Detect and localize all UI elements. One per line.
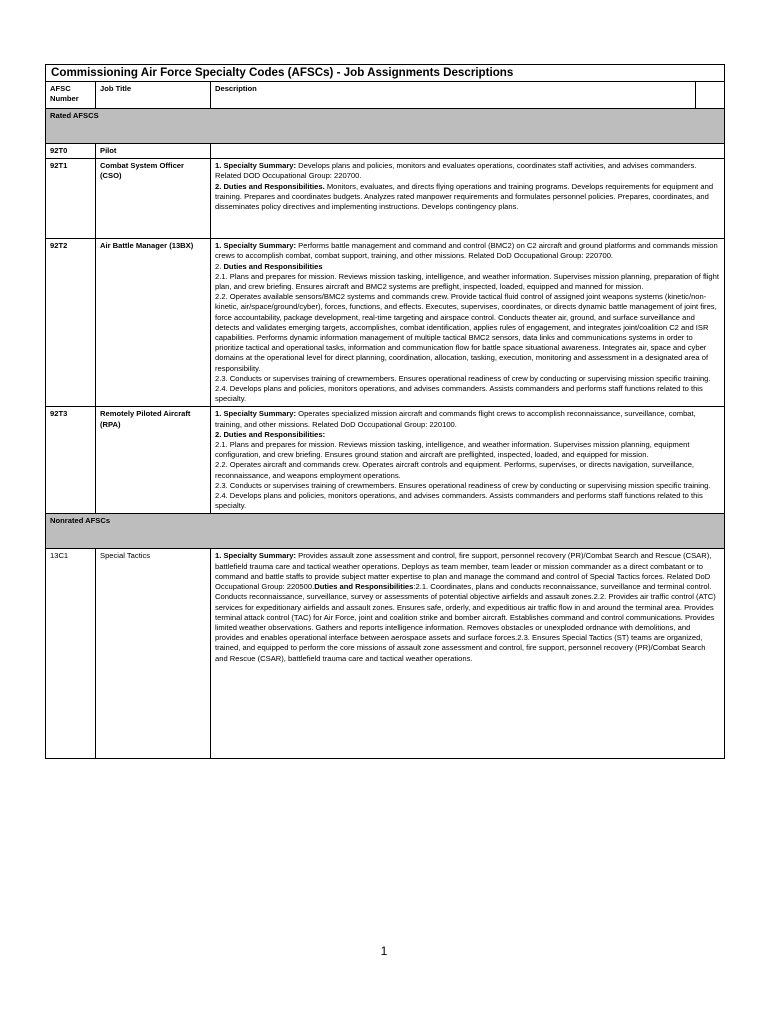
duties-label: 2. Duties and Responsibilities.: [215, 181, 325, 191]
table-row: [46, 549, 725, 759]
header-blank: [696, 82, 725, 109]
job-title: Pilot: [96, 144, 211, 159]
table-row: [46, 144, 725, 159]
duty-item: 2.4. Develops plans and policies, monitors operations, and advises commanders. Assists commanders and performs staff functions related to this specialty.: [215, 384, 703, 404]
duty-item: 2.4. Develops plans and policies, monitors operations, and advises commanders. Assists commanders and performs staff functions related to this specialty.: [215, 491, 703, 511]
table-row: [46, 239, 725, 407]
header-description: Description: [211, 82, 696, 109]
description: [211, 239, 725, 407]
duties-label: 2. Duties and Responsibilities:: [215, 429, 326, 439]
duties-label: Duties and Responsibilities: [314, 582, 414, 592]
document-table-container: [45, 64, 724, 759]
section-rated: Rated AFSCS: [46, 109, 725, 144]
description: [211, 549, 725, 759]
duty-item: 2.3. Conducts or supervises training of crewmembers. Ensures operational readiness of crew by conducting or supervising mission specific training.: [215, 373, 711, 383]
specialty-summary-label: 1. Specialty Summary:: [215, 551, 297, 561]
duties-text: Monitors, evaluates, and directs flying operations and training programs. Develops requirements for equipment and training. Prepares and coordinates budgets. Analyzes rated manpower requirements and formulates personnel policies. Prepares, coordinates, and disseminates policy directives and implementing instructions. Develops contingency plans.: [215, 181, 714, 212]
table-row: [46, 159, 725, 239]
specialty-summary-label: 1. Specialty Summary:: [215, 409, 297, 419]
specialty-summary-text: Develops plans and policies, monitors and evaluates operations, coordinates staff activities, and advises commanders. Related DOD Occupational Group: 220700.: [215, 161, 697, 181]
header-job-title: Job Title: [96, 82, 211, 109]
table-row: [46, 407, 725, 514]
section-row-nonrated: [46, 514, 725, 549]
duty-item: 2.2. Operates aircraft and commands crew. Operates aircraft controls and equipment. Performs, supervises, or directs navigation, surveillance, reconnaissance, and weapons employment operations.: [215, 460, 695, 480]
duties-text: :2.1. Coordinates, plans and conducts reconnaissance, surveillance and terminal control. Conducts reconnaissance, surveillance, survey or assessments of potential objective airfields and assault zones.2.2. Provides air traffic control (ATC) services for expeditionary airfields and assault zones. Ensures safe, orderly, and expeditious air traffic flow in and around the terminal area. Provides terminal attack control (TAC) for Air Force, joint and coalition strike and bomber aircraft. Establishes command and control communications. Provides limited weather observations. Gathers and reports intelligence information. Removes obstacles or unexploded ordnance with demolitions, and provides and enables operational interface between aerospace assets and surface forces.2.3. Ensures Special Tactics (ST) teams are organized, trained, and equipped to perform the core missions of assault zone assessment and control, fire support, personnel recovery (PR)/Combat Search and Rescue (CSAR), battlefield trauma care and tactical weather operations.: [215, 582, 716, 663]
afsc-code: 92T3: [46, 407, 96, 514]
header-row: [46, 82, 725, 109]
page-number: 1: [380, 944, 388, 958]
afsc-code: 13C1: [46, 549, 96, 759]
section-nonrated: Nonrated AFSCs: [46, 514, 725, 549]
job-title: Remotely Piloted Aircraft (RPA): [96, 407, 211, 514]
specialty-summary-text: Performs battle management and command and control (BMC2) on C2 aircraft and ground platforms and commands mission crews to accomplish combat, combat support, training, and other missions. Related DoD Occupational Group: 220700.: [215, 241, 718, 261]
header-afsc: AFSC Number: [46, 82, 96, 109]
description: [211, 407, 725, 514]
section-row-rated: [46, 109, 725, 144]
afsc-table: [45, 64, 725, 759]
duty-item: 2.3. Conducts or supervises training of crewmembers. Ensures operational readiness of crew by conducting or supervising mission specific training.: [215, 480, 711, 490]
specialty-summary-label: 1. Specialty Summary:: [215, 161, 297, 171]
duty-item: 2.2. Operates available sensors/BMC2 systems and commands crew. Provide tactical fluid control of assigned joint weapons systems (kinetic/non-kinetic, air/space/ground/cyber), forces, functions, and effects. Executes, supervises, coordinates, or directs dynamic battle management of joint fires, force accountability, package development, real-time targeting and airspace control. Conducts theater air, ground, and surface surveillance and detects and validates emerging targets, accomplishes, combat identification, applies rules of engagement, and integrates joint/coalition C2 and ISR capabilities. Performs dynamic information management of multiple tactical BMC2 sensors, data links and communications systems in order to prioritize tactical and operational tasks, information and communication flow for battle space situational awareness. Integrates air, space and cyber domains at the operational level for direct planning, coordination, allocation, tasking, execution, monitoring and assessment in a designated area of responsibility.: [215, 292, 717, 373]
table-title: Commissioning Air Force Specialty Codes (AFSCs) - Job Assignments Descriptions: [46, 65, 725, 82]
afsc-code: 92T1: [46, 159, 96, 239]
afsc-code: 92T0: [46, 144, 96, 159]
specialty-summary-text: Provides assault zone assessment and control, fire support, personnel recovery (PR)/Combat Search and Rescue (CSAR), battlefield trauma care and tactical weather operations. Deploys as team member, team leader or mission commander as a direct combatant or to command and battle staffs to provide subject matter expertise to plan and manage the command and control of Special Tactics forces. Related DoD Occupational Group: 220500.: [215, 551, 712, 592]
duty-item: 2.1. Plans and prepares for mission. Reviews mission tasking, intelligence, and weather information. Supervises mission planning, preparation of flight plan, and crew briefing. Ensures aircraft and BMC2 systems are preflight, inspected, loaded, equipped and manned for mission.: [215, 271, 719, 292]
duties-label: Duties and Responsibilities: [223, 261, 323, 271]
afsc-code: 92T2: [46, 239, 96, 407]
duties-number: 2.: [215, 261, 224, 271]
job-title: Combat System Officer (CSO): [96, 159, 211, 239]
duty-item: 2.1. Plans and prepares for mission. Reviews mission tasking, intelligence, and weather information. Supervises mission planning, equipment configuration, and crew briefing. Ensures ground station and aircraft are preflighted, inspected, loaded, and equipped for mission.: [215, 440, 690, 460]
description: [211, 144, 725, 159]
specialty-summary-label: 1. Specialty Summary:: [215, 241, 297, 251]
description: [211, 159, 725, 239]
job-title: Air Battle Manager (13BX): [96, 239, 211, 407]
job-title: Special Tactics: [96, 549, 211, 759]
specialty-summary-text: Operates specialized mission aircraft and commands flight crews to accomplish reconnaissance, surveillance, combat, training, and other missions. Related DoD Occupational Group: 220100.: [215, 409, 696, 429]
